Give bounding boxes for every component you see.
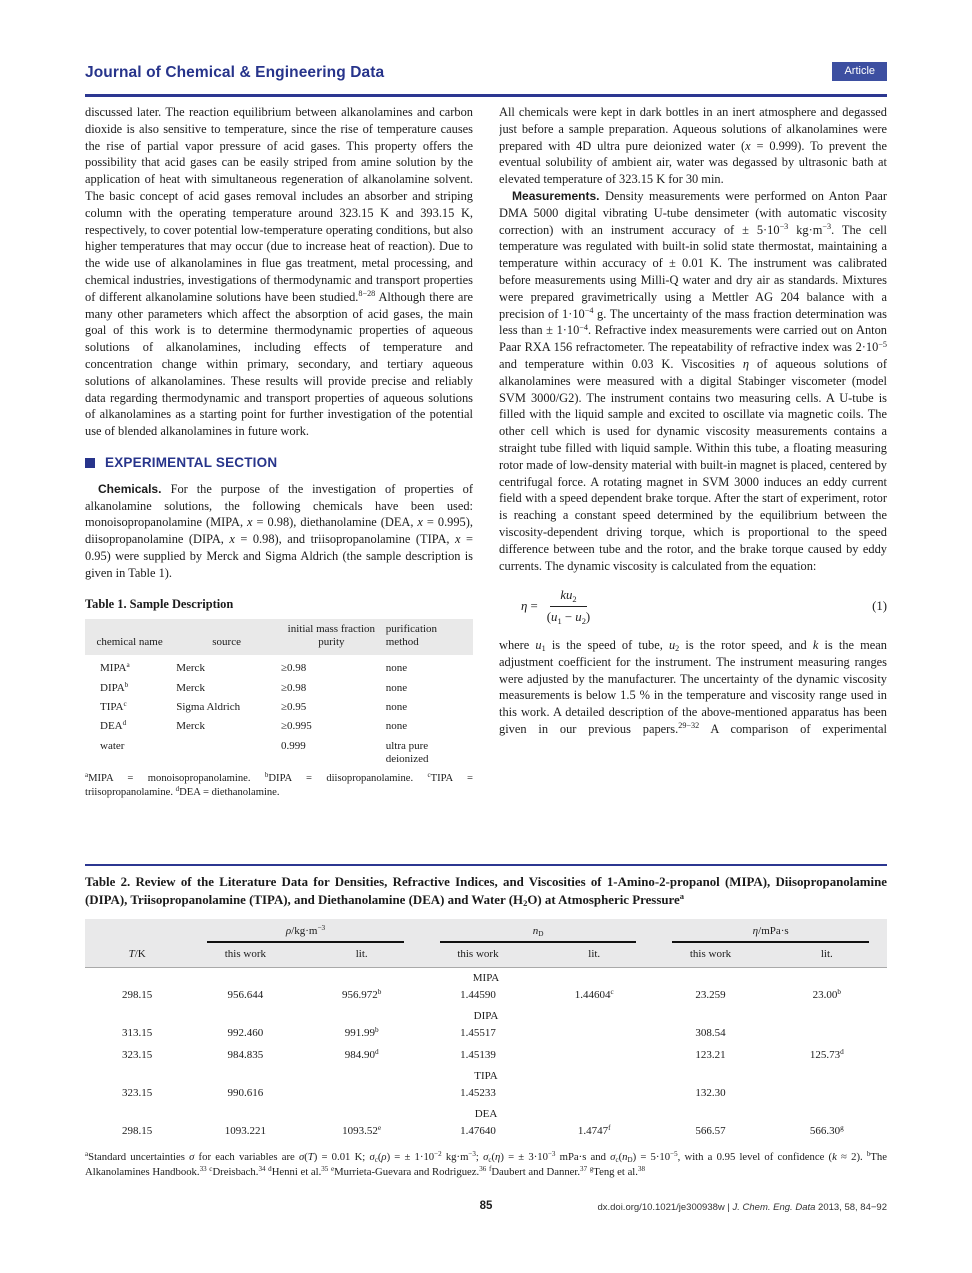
measurements-paragraph: Measurements. Density measurements were performed on Anton Paar DMA 5000 digital vibrating U-tube densimeter (with automatic viscosity correction) with an instrument accuracy of ± $5\cdot 10^{-3}$ $kg\cdot m^{-3}$. The cell temperature was regulated with built-in solid state thermostat, maintaining a temperature within accuracy of ± 0.01 K. The instrument was calibrated before measurements using Milli-Q water and dry air as standards. Mixtures were prepared gravimetrically using a Mettler AG 204 balance with a precision of $1\cdot 10^{-4}$ g. The uncertainty of the mass fraction determination was less than ± $1\cdot 10^{-4}$. Refractive index measurements were carried out on Anton Paar RXA 156 refractometer. The repeatability of refractive index was $2\cdot 10^{-5}$ and temperature within 0.03 K. Viscosities η of aqueous solutions of alkanolamines were measured with a digital Stabinger viscometer (model SVM 3000/G2). The instrument contains two measuring cells. A U-tube is filled with the liquid sample and excited to oscillate via magnetic coils. The other cell which is used for dynamic viscosity measurements contains a straight tube filled with liquid sample. Within this tube, a floating measuring rotor made of low-density material with built-in magnet is placed, centered by centrifugal force. A rotating magnet in SVM 3000 induces an eddy current field with a speed dependent brake torque. After the start of experiment, rotor is reaching a constant speed determined by the equilibrium between the viscosity-dependent driving torque, which is proportional to the speed difference between tube and the rotor, and the brake torque caused by eddy currents. The dynamic viscosity is calculated from the equation:: [499, 188, 887, 573]
table1-cell: none: [385, 681, 408, 694]
table2-cell: 990.616: [227, 1087, 264, 1099]
equation-denominator: $(u_1 - u_2)$: [546, 610, 591, 626]
table1-header-chemical-name: chemical name: [85, 619, 174, 655]
table2-cell: 1.4747$^f$: [577, 1124, 611, 1137]
viscosity-equation: [499, 587, 887, 626]
experimental-section-heading: [85, 455, 473, 472]
table1: [85, 619, 473, 769]
table2-cell: 1.44604$^c$: [574, 988, 614, 1001]
page-number: 85: [479, 1200, 493, 1212]
table2-cell: 1.45139: [460, 1049, 496, 1061]
table2-cell: 23.00$^b$: [812, 988, 841, 1001]
section-bullet-icon: [85, 458, 95, 468]
table2-group-header-row: [85, 919, 887, 943]
table1-cell: 0.999: [280, 739, 306, 752]
table2-subheader-this-work: this work: [189, 943, 301, 968]
table2-cell: 323.15: [122, 1049, 153, 1061]
table2-cell: 984.835: [227, 1049, 264, 1061]
table2-footnote: $^a$Standard uncertainties σ for each variables are σ(T) = 0.01 K; $\sigma_c(\rho)$ = ± $1\cdot 10^{-2}$ $kg\cdot m^{-3}$; $\sigma_c(\eta)$ = ± $3\cdot 10^{-3}$ mPa·s and $\sigma_c(n_D) = 5\cdot 10^{-5}$, with a 0.95 level of confidence (k ≈ 2). $^b$The Alkanolamines Handbook.$^{33}$ $^c$Dreisbach.$^{34}$ $^d$Henni et al.$^{35}$ $^e$Murrieta-Guevara and Rodriguez.$^{36}$ $^f$Daubert and Danner.$^{37}$ $^g$Teng et al.$^{38}$: [85, 1150, 888, 1178]
table2-section-label: DIPA: [473, 1010, 499, 1022]
table2-group-density: $\rho/kg\cdot m^{-3}$: [189, 919, 422, 943]
table2-block: [85, 874, 887, 1179]
table2-cell: 991.99$^b$: [344, 1026, 379, 1039]
table1-cell: Sigma Aldrich: [176, 701, 241, 714]
table1-cell: Merck: [176, 681, 205, 694]
table2-cell: 1.45517: [460, 1027, 496, 1039]
table2-cell: 298.15: [122, 1125, 153, 1137]
table1-cell: ≥0.98: [280, 681, 307, 694]
table2-subheader-this-work: this work: [422, 943, 534, 968]
table1-cell: none: [385, 701, 408, 714]
table2-cell: 1.44590: [460, 989, 496, 1001]
table2-subheader-lit: lit.: [302, 943, 422, 968]
table1-header-purity: initial mass fraction purity: [279, 619, 384, 655]
equation-numerator: $ku_2$: [550, 587, 586, 607]
table2-subheader-row: [85, 943, 887, 968]
table1-row: [85, 737, 473, 769]
table2-cell: 1093.221: [224, 1125, 266, 1137]
table2-cell: [534, 1044, 654, 1066]
equation-number: (1): [872, 599, 887, 614]
table2-cell: [534, 1022, 654, 1044]
table1-title: Table 1. Sample Description: [85, 596, 234, 611]
table2-section-row: [85, 1104, 887, 1120]
table2-cell: 132.30: [695, 1087, 726, 1099]
table2-section-row: [85, 1006, 887, 1022]
table1-cell: DEA$^d$: [100, 719, 127, 733]
journal-title: Journal of Chemical & Engineering Data: [85, 64, 385, 81]
table1-row: [85, 655, 473, 678]
table1-cell: DIPA$^b$: [100, 680, 129, 694]
table2-cell: 323.15: [122, 1087, 153, 1099]
table2-group-viscosity: η/mPa·s: [654, 919, 887, 943]
table1-cell: TIPA$^c$: [100, 700, 127, 714]
table2-section-label: TIPA: [474, 1070, 498, 1082]
table2-cell: 1.47640: [460, 1125, 496, 1137]
table1-footnote: $^a$MIPA = monoisopropanolamine. $^b$DIPA = diisopropanolamine. $^c$TIPA = triisopropanolamine. $^d$DEA = diethanolamine.: [85, 771, 473, 799]
table2-cell: 1093.52e: [342, 1124, 382, 1137]
preparation-paragraph: All chemicals were kept in dark bottles in an inert atmosphere and degassed just before a sample preparation. Aqueous solutions of alkanolamines were prepared with 4D ultra pure deionized water (x = 0.999). To prevent the eventual solubility of ambient air, water was degassed by ultrasonic bath at elevated temperature of 323.15 K for 30 min.: [499, 105, 887, 187]
table1-cell: ≥0.98: [280, 662, 307, 675]
table1-cell: ≥0.95: [280, 701, 307, 714]
table2-cell: 125.73$^d$: [809, 1048, 844, 1061]
page-header: [85, 64, 887, 94]
table2-section-label: DEA: [474, 1108, 498, 1120]
equation-fraction: [545, 587, 592, 626]
table1-cell: Merck: [176, 720, 205, 733]
table1-row: [85, 717, 473, 736]
table2-cell: 123.21: [695, 1049, 726, 1061]
intro-paragraph: discussed later. The reaction equilibrium between alkanolamines and carbon dioxide is also sensitive to temperature, since the rise of temperature causes the rise of partial vapor pressure of acid gases. This property offers the possibility that acid gases can be easily striped from amine solution by the application of heat with simultaneous regeneration of alkanolamine solvent. The basic concept of acid gases removal includes an absorber and striping column with the operating temperature around 323.15 K and 393.15 K, respectively, to cover potential low-temperature operating conditions, but also higher temperatures that may occur (due to increase heat of reaction). Due to the wide use of alkanolamines in flue gas treatment, metal processing, and chemical industries, investigations of thermodynamic and transport properties of different alkanolamine solutions have been studied.$^{8-28}$ Although there are many other parameters which affect the absorption of acid gases, the main goal of this work is to determine thermodynamic properties of aqueous solutions of alkanolamines, including effects of temperature and concentration change within primary, secondary, and tertiary aqueous solutions of alkanolamines. These results will provide precise and reliably data regarding thermodynamic and transport properties of aqueous solutions of alkanolamines as a starting point for further investigation of the potential use of blended alkanolamines in future work.: [85, 105, 473, 439]
table2-cell: 313.15: [122, 1027, 153, 1039]
table2-cell: [302, 1082, 422, 1104]
table1-cell: none: [385, 662, 408, 675]
table2-cell: [767, 1082, 887, 1104]
where-paragraph: where $u_1$ is the speed of tube, $u_2$ is the rotor speed, and k is the mean adjustment coefficient for the instrument. The instrument measuring ranges were adjusted by the manufacturer. The uncertainty of the dynamic viscosity measurements is below 1.5 % in the temperature and viscosity range used in this work. A detailed description of the above-mentioned apparatus has been given in our previous papers.$^{29-32}$ A comparison of experimental: [499, 637, 887, 736]
table2-section-label: MIPA: [472, 972, 500, 984]
table1-header-purification: purification method: [384, 619, 473, 655]
table2-row: [85, 1120, 887, 1142]
table1-row: [85, 698, 473, 717]
table2-cell: 984.90$^d$: [344, 1048, 379, 1061]
table1-cell: water: [100, 739, 125, 752]
table2-caption: Table 2. Review of the Literature Data for Densities, Refractive Indices, and Viscosities of 1-Amino-2-propanol (MIPA), Diisopropanolamine (DIPA), Triisopropanolamine (TIPA), and Diethanolamine (DEA) and Water $(H_2O)$ at Atmospheric Pressure$^a$: [85, 875, 887, 909]
table2-subheader-temperature: T/K: [85, 943, 189, 968]
table2-row: [85, 1044, 887, 1066]
table2-cell: [534, 1082, 654, 1104]
table2-cell: 1.45233: [460, 1087, 496, 1099]
table2-corner-cell: [85, 919, 189, 943]
table2-subheader-lit: lit.: [767, 943, 887, 968]
table2-subheader-lit: lit.: [534, 943, 654, 968]
chemicals-paragraph: Chemicals. For the purpose of the investigation of properties of alkanolamine solutions, the following chemicals have been used: monoisopropanolamine (MIPA, x = 0.98), diethanolamine (DEA, x = 0.995), diisopropanolamine (DIPA, x = 0.98), and triisopropanolamine (TIPA, x = 0.95) were supplied by Merck and Sigma Aldrich (the sample description is given in Table 1).: [85, 481, 473, 580]
table1-cell: none: [385, 720, 408, 733]
section-heading-label: EXPERIMENTAL SECTION: [105, 454, 278, 470]
table1-header-source: source: [174, 619, 279, 655]
table2-cell: 566.57: [695, 1125, 726, 1137]
table1-header-row: [85, 619, 473, 655]
table2-cell: 23.259: [695, 989, 726, 1001]
footer-citation: dx.doi.org/10.1021/je300938w | J. Chem. Eng. Data 2013, 58, 84−92: [597, 1202, 887, 1213]
table1-cell: [174, 737, 279, 769]
article-type-badge: Article: [832, 62, 887, 81]
header-rule: [85, 94, 887, 97]
table1-cell: ≥0.995: [280, 720, 312, 733]
table1-row: [85, 679, 473, 698]
table2-section-row: [85, 1066, 887, 1082]
table2-row: [85, 1022, 887, 1044]
table2-subheader-this-work: this work: [654, 943, 766, 968]
table1-cell: MIPA$^a$: [100, 661, 130, 675]
table2-group-refractive-index: $n_D$: [422, 919, 655, 943]
table2: [85, 919, 887, 1142]
table2-section-row: [85, 968, 887, 985]
table2-row: [85, 984, 887, 1006]
table1-cell: ultra pure deionized: [385, 739, 429, 765]
table1-cell: Merck: [176, 662, 205, 675]
table2-cell: 956.972$^b$: [341, 988, 382, 1001]
table2-top-rule: [85, 864, 887, 866]
table2-cell: [767, 1022, 887, 1044]
table2-cell: 956.644: [227, 989, 264, 1001]
table2-cell: 566.30$^g$: [809, 1124, 844, 1137]
right-column: [499, 104, 887, 862]
equation-lhs: η =: [521, 599, 538, 614]
table2-cell: 308.54: [695, 1027, 726, 1039]
table2-cell: 298.15: [122, 989, 153, 1001]
left-column: [85, 104, 473, 862]
table2-row: [85, 1082, 887, 1104]
table2-cell: 992.460: [227, 1027, 264, 1039]
